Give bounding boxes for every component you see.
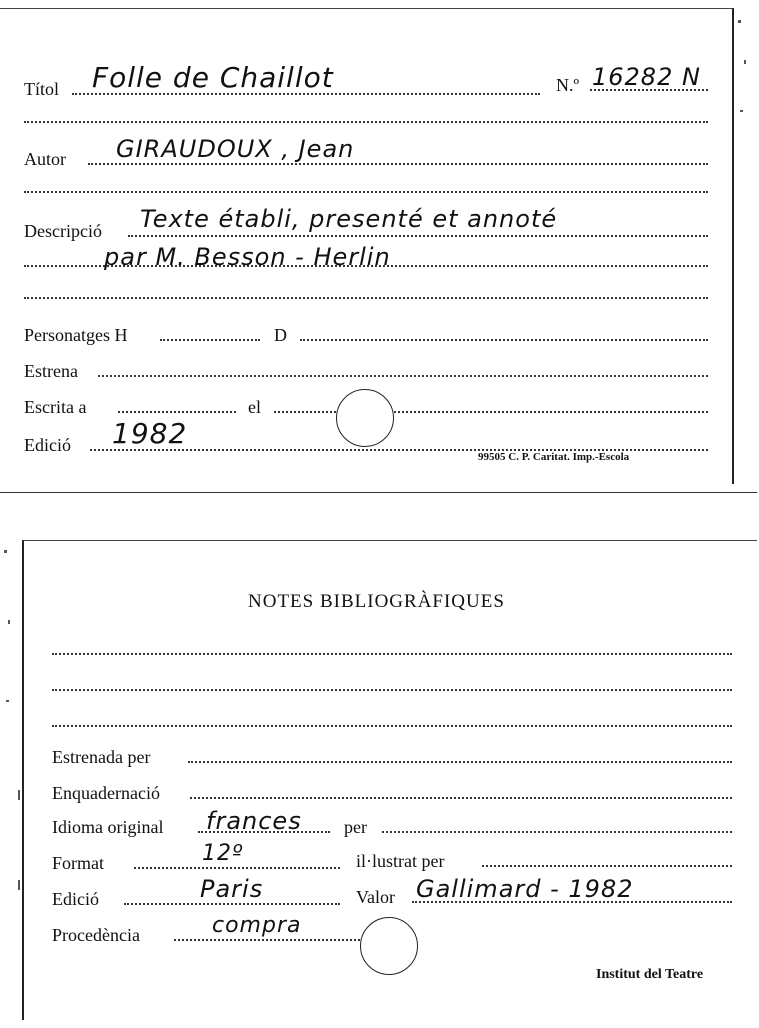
descripcio-label: Descripció [24,221,102,241]
format-value: 12º [202,841,244,866]
personatges-label: Personatges H [24,325,128,345]
blank-line-2 [24,191,708,193]
edicio-back-label: Edició [52,889,99,909]
printer-note: 99505 C. P. Caritat. Imp.-Escola [478,451,630,463]
format-label: Format [52,853,104,873]
blank-line-1 [24,121,708,123]
escrita-label: Escrita a [24,397,87,417]
card-separator [0,492,757,493]
scan-speck [738,20,741,23]
escrita-line [118,411,236,413]
procedencia-line [174,939,360,941]
descripcio-value-2: par M. Besson - Herlin [104,243,391,271]
per-label: per [344,817,367,837]
idioma-value: frances [206,807,302,835]
procedencia-value: compra [212,913,302,938]
punch-hole [360,917,418,975]
idioma-label: Idioma original [52,817,164,837]
scan-speck [18,880,20,890]
per-line [382,831,732,833]
estrena-label: Estrena [24,361,78,381]
notes-heading: NOTES BIBLIOGRÀFIQUES [248,591,505,612]
scan-speck [6,700,9,702]
edicio-back-value: Paris [200,875,264,903]
personatges-d-line [300,339,708,341]
autor-line [88,163,708,165]
el-label: el [248,397,261,417]
procedencia-label: Procedència [52,925,140,945]
valor-value: Gallimard - 1982 [416,875,634,903]
punch-hole [336,389,394,447]
scan-speck [740,110,743,112]
estrenada-line [188,761,732,763]
descripcio-line-1 [128,235,708,237]
scan-speck [18,790,20,800]
edicio-back-line [124,903,340,905]
notes-line-3 [52,725,732,727]
notes-line-2 [52,689,732,691]
blank-line-3 [24,297,708,299]
enquadernacio-line [190,797,732,799]
titol-value: Folle de Chaillot [92,61,334,94]
descripcio-value-1: Texte établi, presenté et annoté [140,205,558,233]
estrenada-label: Estrenada per [52,747,151,767]
autor-label: Autor [24,149,66,169]
catalog-card-front [0,8,734,484]
personatges-d-label: D [274,325,287,345]
institution-label: Institut del Teatre [596,967,704,982]
catalog-card-back [22,540,757,1020]
enquadernacio-label: Enquadernació [52,783,160,803]
personatges-h-line [160,339,260,341]
titol-label: Títol [24,79,59,99]
scan-speck [744,60,746,64]
autor-value: GIRAUDOUX , Jean [116,135,355,163]
illustrat-line [482,865,732,867]
valor-label: Valor [356,887,395,907]
format-line [134,867,340,869]
scan-speck [8,620,10,624]
numero-value: 16282 N [592,63,701,91]
scan-speck [4,550,7,553]
edicio-value: 1982 [112,417,188,450]
illustrat-label: il·lustrat per [356,851,445,871]
edicio-label: Edició [24,435,71,455]
estrena-line [98,375,708,377]
notes-line-1 [52,653,732,655]
numero-label: N.º [556,75,580,95]
